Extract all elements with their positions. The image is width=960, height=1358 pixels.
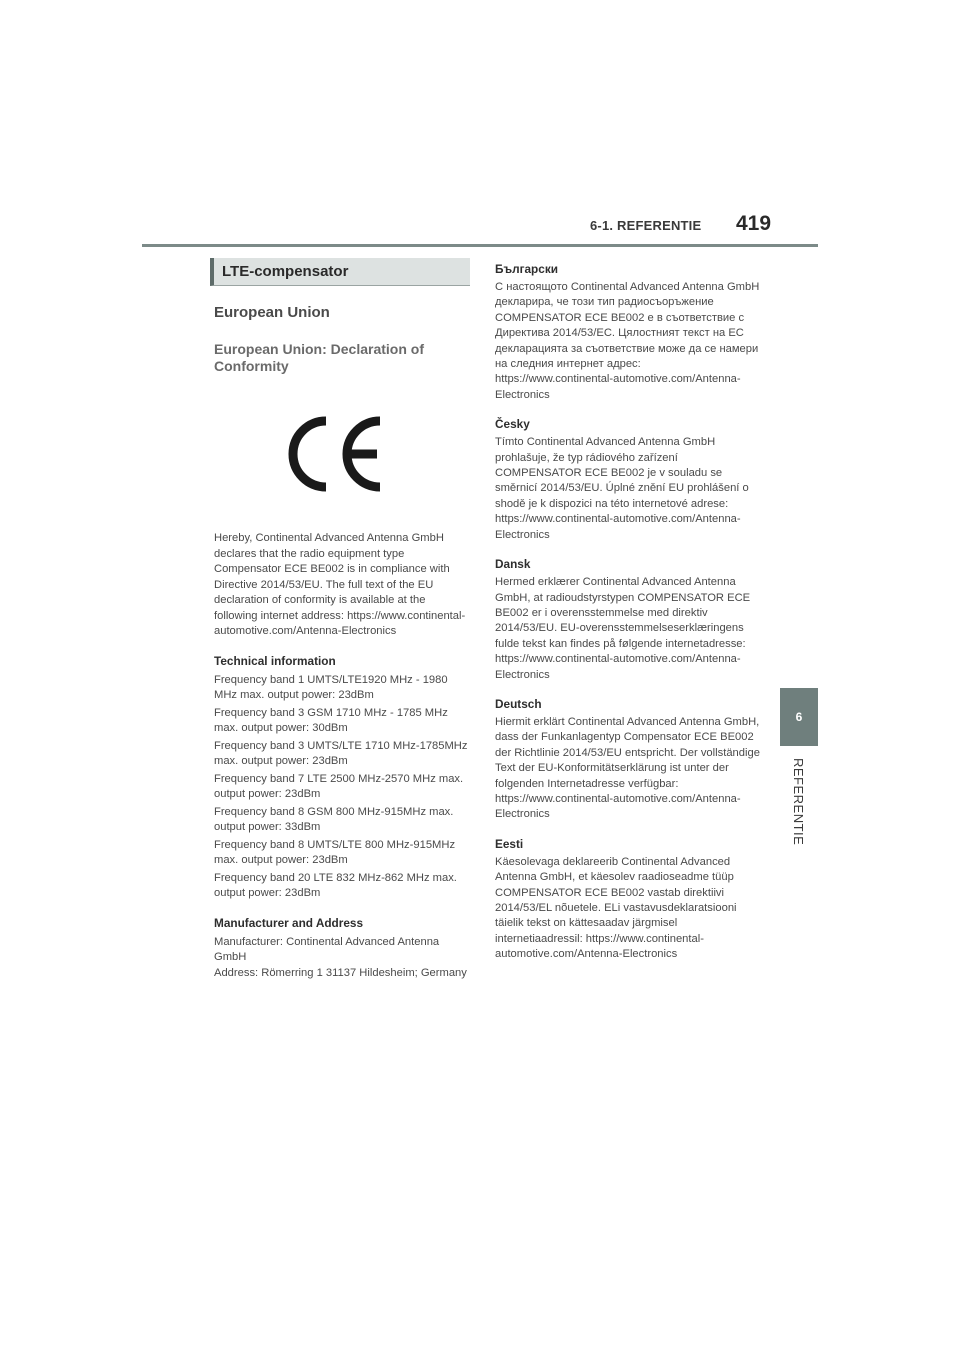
list-item: Frequency band 3 GSM 1710 MHz - 1785 MHz max. output power: 30dBm (214, 706, 448, 734)
language-text: Tímto Continental Advanced Antenna GmbH prohlašuje, že typ rádiového zařízení COMPENSATOR ECE BE002 je v souladu se směrnicí 2014/53/EU. Úplné znění EU prohlášení o shodě je k dispozici na této internetové adrese: https://www.continental-automotive.com/Antenna-Electronics (495, 436, 749, 541)
chapter-tab[interactable] (780, 688, 818, 746)
list-item: Frequency band 3 UMTS/LTE 1710 MHz-1785MHz max. output power: 23dBm (214, 739, 468, 767)
ce-mark-icon (282, 413, 392, 495)
list-item: Frequency band 1 UMTS/LTE1920 MHz - 1980 MHz max. output power: 23dBm (214, 673, 448, 701)
header-divider (142, 244, 818, 247)
language-text: Hermed erklærer Continental Advanced Antenna GmbH, at radioudstyrstypen COMPENSATOR ECE BE002 er i overensstemmelse med direktiv 2014/53/EU. EU-overensstemmelseserklæringens fulde tekst kan findes på følgende internetadresse: https://www.continental-automotive.com/Antenna-Electronics (495, 576, 751, 681)
left-column (210, 258, 470, 981)
language-heading: Deutsch (495, 696, 542, 711)
language-text: Hiermit erklärt Continental Advanced Antenna GmbH, dass der Funkanlagentyp Compensator ECE BE002 der Richtlinie 2014/53/EU entspricht. Der vollständige Text der EU-Konformitätserklärung ist unter der folgenden Internetadresse verfügbar: https://www.continental-automotive.com/Antenna-Electronics (495, 715, 760, 821)
right-column (495, 262, 760, 963)
manufacturer-heading: Manufacturer and Address (214, 915, 364, 930)
header-section-title: 6-1. REFERENTIE (590, 218, 702, 233)
page-number: 419 (736, 212, 772, 235)
manufacturer-block (210, 935, 470, 982)
language-text: Käesolevaga deklareerib Continental Advanced Antenna GmbH, et käesolev raadioseadme tüüp COMPENSATOR ECE BE002 vastab direktiivi 2014/53/EL nõuetele. ELi vastavusdeklaratsiooni täielik tekst on kättesaadav järgmisel internetiaadressil: https://www.continental-automotive.com/Antenna-Electronics (495, 855, 737, 961)
list-item: Frequency band 8 GSM 800 MHz-915MHz max. output power: 33dBm (214, 805, 454, 833)
chapter-side-label: REFERENTIE (791, 758, 806, 846)
section-heading: LTE-compensator (222, 263, 349, 280)
eu-title: European Union (214, 304, 330, 321)
declaration-text: Hereby, Continental Advanced Antenna GmbH declares that the radio equipment type Compensator ECE BE002 is in compliance with Directive 2014/53/EU. The full text of the EU declaration of conformity is available at the following internet address: https://www.continental-automotive.com/Antenna-Electronics (214, 532, 466, 637)
declaration-subtitle: European Union: Declaration of Conformity (214, 341, 425, 374)
language-heading: Dansk (495, 557, 531, 572)
language-heading: Česky (495, 417, 530, 432)
frequency-list (210, 673, 470, 902)
manufacturer-text: Manufacturer: Continental Advanced Antenna GmbH (214, 935, 440, 963)
list-item: Frequency band 8 UMTS/LTE 800 MHz-915MHz max. output power: 23dBm (214, 838, 456, 866)
technical-info-heading: Technical information (214, 653, 336, 668)
language-heading: Eesti (495, 836, 524, 851)
section-heading-box (210, 258, 470, 286)
language-text: С настоящото Continental Advanced Antenna GmbH декларира, че този тип радиосъоръжение COMPENSATOR ECE BE002 е в съответствие с Директива 2014/53/ЕС. Цялостният текст на ЕС декларацията за съответствие може да се намери на следния интернет адрес: https://www.continental-automotive.com/Antenna-Electronics (495, 281, 760, 401)
list-item: Frequency band 20 LTE 832 MHz-862 MHz max. output power: 23dBm (214, 871, 457, 899)
list-item: Frequency band 7 LTE 2500 MHz-2570 MHz max. output power: 23dBm (214, 772, 464, 800)
language-heading: Български (495, 262, 558, 276)
chapter-tab-number: 6 (795, 710, 803, 724)
address-text: Address: Römerring 1 31137 Hildesheim; Germany (214, 966, 467, 979)
